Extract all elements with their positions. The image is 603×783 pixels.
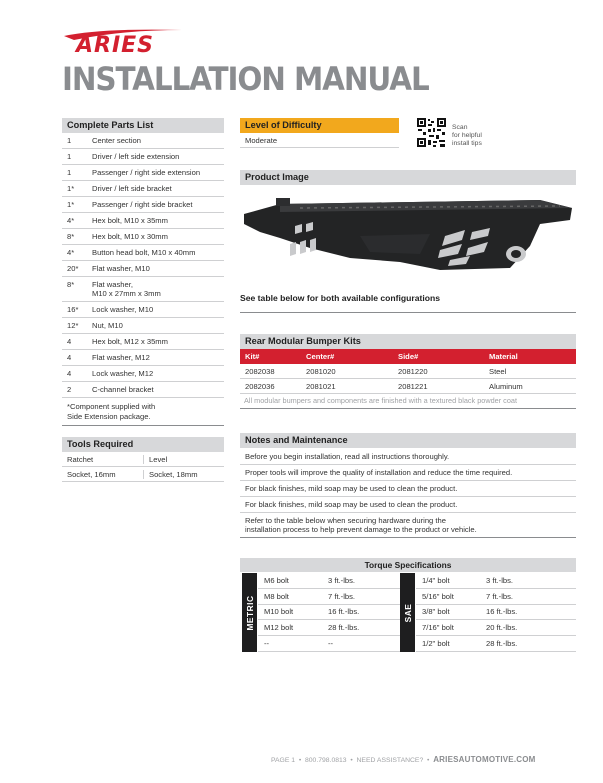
part-desc-line: Nut, M10 (92, 321, 123, 330)
svg-text:ARIES: ARIES (76, 33, 155, 54)
table-row (416, 605, 576, 621)
part-qty: 8* (67, 232, 75, 241)
table-row (62, 133, 224, 149)
part-desc-line: Lock washer, M10 (92, 305, 154, 314)
page-title: INSTALLATION MANUAL (62, 60, 429, 98)
torque-heading: Torque Specifications (240, 558, 576, 572)
part-qty: 8* (67, 280, 75, 289)
tools-heading: Tools Required (62, 437, 224, 452)
part-desc-line: Hex bolt, M10 x 35mm (92, 216, 168, 225)
parts-footnote (62, 398, 224, 426)
list-item: For black finishes, mild soap may be used to clean the product. (240, 497, 576, 513)
notes-list (240, 449, 576, 538)
torque-value: 7 ft.-lbs. (486, 591, 514, 601)
kits-table (240, 349, 576, 409)
sae-torque-table (416, 573, 576, 652)
torque-value: 28 ft.-lbs. (328, 623, 360, 633)
part-desc (92, 382, 224, 397)
part-qty: 20* (67, 264, 79, 273)
torque-size: 3/8" bolt (422, 607, 450, 617)
bumper-product-image (240, 196, 576, 276)
part-desc-line: Button head bolt, M10 x 40mm (92, 248, 196, 257)
website-link[interactable]: ARIESAUTOMOTIVE.COM (433, 755, 536, 764)
tool-name: Socket, 16mm (67, 469, 116, 479)
part-desc (92, 165, 224, 180)
part-desc (92, 302, 224, 317)
table-row (62, 197, 224, 213)
table-row (62, 452, 224, 467)
part-qty: 4 (67, 337, 72, 346)
table-row (416, 636, 576, 652)
list-item: Before you begin installation, read all instructions thoroughly. (240, 449, 576, 465)
kits-header-row: Kit# Center# Side# Material (240, 349, 576, 364)
configurations-caption: See table below for both available configurations (240, 293, 441, 303)
part-desc (92, 277, 224, 301)
part-desc (92, 261, 224, 276)
tool-name: Ratchet (67, 454, 94, 464)
tool-name: Level (143, 455, 224, 464)
table-row (258, 620, 405, 636)
table-row (62, 277, 224, 302)
part-qty: 4* (67, 248, 75, 257)
table-row (62, 229, 224, 245)
footnote-line: *Component supplied with (67, 402, 156, 411)
sae-label: SAE (400, 573, 415, 652)
part-desc-line: Flat washer, (92, 280, 133, 289)
part-qty: 4 (67, 369, 72, 378)
table-row: 2082038 2081020 2081220 Steel (240, 364, 576, 379)
part-desc-line: C-channel bracket (92, 385, 154, 394)
parts-list-heading: Complete Parts List (62, 118, 224, 133)
table-row (258, 573, 405, 589)
metric-torque-table (258, 573, 405, 652)
product-image-heading: Product Image (240, 170, 576, 185)
part-desc (92, 245, 224, 260)
torque-value: 16 ft.-lbs. (328, 607, 360, 617)
torque-value: -- (328, 639, 334, 649)
scan-caption: Scan for helpful install tips (452, 124, 482, 147)
part-desc (92, 334, 224, 349)
torque-size: 7/16" bolt (422, 623, 454, 633)
part-desc (92, 197, 224, 212)
torque-size: M8 bolt (264, 591, 289, 601)
part-qty: 1 (67, 136, 72, 145)
table-row (258, 589, 405, 605)
part-qty: 16* (67, 305, 79, 314)
list-item: Refer to the table below when securing hardware during the installation process to help prevent damage to the product or vehicle. (240, 513, 576, 538)
table-row (258, 636, 405, 652)
torque-value: 28 ft.-lbs. (486, 639, 518, 649)
tools-table (62, 452, 224, 482)
table-row: 2082036 2081021 2081221 Aluminum (240, 379, 576, 394)
torque-value: 7 ft.-lbs. (328, 591, 356, 601)
torque-value: 20 ft.-lbs. (486, 623, 518, 633)
table-row (62, 245, 224, 261)
part-desc-line: Hex bolt, M12 x 35mm (92, 337, 168, 346)
part-qty: 12* (67, 321, 79, 330)
list-item: For black finishes, mild soap may be used to clean the product. (240, 481, 576, 497)
table-row (62, 213, 224, 229)
footnote-line: Side Extension package. (67, 411, 151, 421)
part-desc-line: Passenger / right side extension (92, 168, 201, 177)
part-qty: 4 (67, 353, 72, 362)
part-desc-line: Driver / left side extension (92, 152, 180, 161)
part-desc (92, 366, 224, 381)
part-desc (92, 149, 224, 164)
qr-code-icon[interactable] (416, 117, 447, 148)
table-row (62, 181, 224, 197)
aries-logo (62, 26, 212, 54)
table-row (62, 350, 224, 366)
table-row (62, 302, 224, 318)
table-row (416, 573, 576, 589)
divider (240, 312, 576, 313)
part-desc (92, 318, 224, 333)
torque-size: M12 bolt (264, 623, 294, 633)
part-desc-line: Center section (92, 136, 141, 145)
table-row (416, 620, 576, 636)
difficulty-value: Moderate (240, 134, 399, 148)
part-desc-line: Lock washer, M12 (92, 369, 154, 378)
part-desc (92, 350, 224, 365)
list-item: Proper tools will improve the quality of installation and reduce the time required. (240, 465, 576, 481)
torque-size: M6 bolt (264, 575, 289, 585)
table-row (258, 605, 405, 621)
difficulty-heading: Level of Difficulty (240, 118, 399, 133)
part-qty: 1* (67, 184, 75, 193)
tool-name: Socket, 18mm (143, 470, 224, 479)
part-qty: 1 (67, 152, 72, 161)
part-qty: 2 (67, 385, 72, 394)
table-row (62, 334, 224, 350)
part-desc-line: Hex bolt, M10 x 30mm (92, 232, 168, 241)
torque-size: 5/16" bolt (422, 591, 454, 601)
part-desc (92, 229, 224, 244)
table-row (62, 318, 224, 334)
parts-list (62, 133, 224, 426)
torque-value: 3 ft.-lbs. (486, 575, 514, 585)
table-row (62, 366, 224, 382)
part-qty: 1* (67, 200, 75, 209)
torque-value: 3 ft.-lbs. (328, 575, 356, 585)
torque-size: -- (264, 639, 270, 649)
part-desc-line: Flat washer, M10 (92, 264, 150, 273)
torque-size: 1/4" bolt (422, 575, 450, 585)
table-row (62, 382, 224, 398)
table-row (62, 261, 224, 277)
table-row (416, 589, 576, 605)
torque-value: 16 ft.-lbs. (486, 607, 518, 617)
torque-size: M10 bolt (264, 607, 294, 617)
table-row (62, 149, 224, 165)
part-desc-line: Flat washer, M12 (92, 353, 150, 362)
part-desc (92, 213, 224, 228)
table-row (62, 467, 224, 482)
torque-size: 1/2" bolt (422, 639, 450, 649)
part-desc-line: Passenger / right side bracket (92, 200, 193, 209)
part-desc-line: Driver / left side bracket (92, 184, 172, 193)
part-qty: 1 (67, 168, 72, 177)
part-desc (92, 181, 224, 196)
table-row (62, 165, 224, 181)
finish-note: All modular bumpers and components are finished with a textured black powder coat (240, 394, 576, 409)
metric-label: METRIC (242, 573, 257, 652)
part-desc-line: M10 x 27mm x 3mm (92, 289, 161, 298)
page-footer: PAGE 1 • 800.798.0813 • NEED ASSISTANCE? • ARIESAUTOMOTIVE.COM (271, 755, 536, 764)
part-desc (92, 133, 224, 148)
part-qty: 4* (67, 216, 75, 225)
notes-heading: Notes and Maintenance (240, 433, 576, 448)
kits-heading: Rear Modular Bumper Kits (240, 334, 576, 349)
